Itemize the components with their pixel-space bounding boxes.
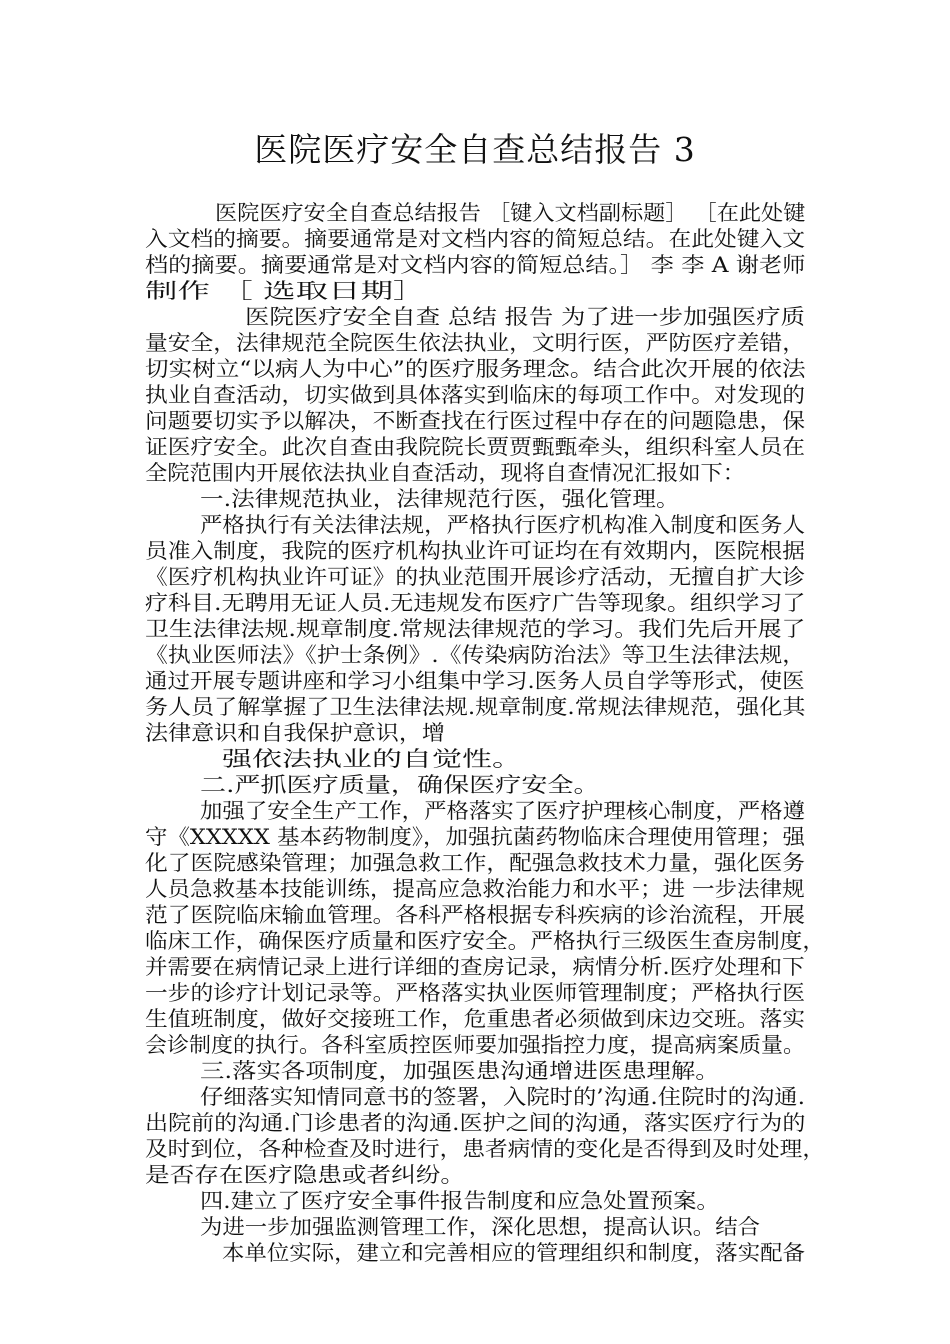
body-line: 强依法执业的自觉性。 xyxy=(222,747,522,771)
body-line: 医院医疗安全自查 总结 报告 为了进一步加强医疗质 xyxy=(245,305,806,329)
body-line: 执业自查活动，切实做到具体落实到临床的每项工作中。对发现的 xyxy=(145,383,805,407)
body-line: 一.法律规范执业，法律规范行医，强化管理。 xyxy=(200,487,680,511)
body-line: 为进一步加强监测管理工作，深化思想，提高认识。结合 xyxy=(200,1215,760,1239)
body-line: 疗科目.无聘用无证人员.无违规发布医疗广告等现象。组织学习了 xyxy=(145,591,806,615)
body-line: 入文档的摘要。摘要通常是对文档内容的简短总结。在此处键入文 xyxy=(145,227,805,251)
body-line: 四.建立了医疗安全事件报告制度和应急处置预案。 xyxy=(200,1189,720,1213)
body-line: 档的摘要。摘要通常是对文档内容的简短总结。］ 李 李 A 谢老师 xyxy=(145,253,806,277)
body-line: 三.落实各项制度，加强医患沟通增进医患理解。 xyxy=(200,1059,720,1083)
body-line: 法律意识和自我保护意识，增 xyxy=(145,721,445,745)
body-line: 通过开展专题讲座和学习小组集中学习.医务人员自学等形式，使医 xyxy=(145,669,805,693)
body-line: 量安全，法律规范全院医生依法执业，文明行医，严防医疗差错， xyxy=(145,331,805,355)
body-line: 员准入制度，我院的医疗机构执业许可证均在有效期内，医院根据 xyxy=(145,539,805,563)
body-line: 务人员了解掌握了卫生法律法规.规章制度.常规法律规范，强化其 xyxy=(145,695,806,719)
body-line: 仔细落实知情同意书的签署，入院时的’沟通.住院时的沟通. xyxy=(200,1085,806,1109)
body-line: 制作 ［ 选取日期］ xyxy=(145,279,426,303)
body-line: 是否存在医疗隐患或者纠纷。 xyxy=(145,1163,465,1187)
body-line: 本单位实际，建立和完善相应的管理组织和制度，落实配备 xyxy=(222,1241,805,1265)
body-line: 证医疗安全。此次自查由我院院长贾贾甄甄牵头，组织科室人员在 xyxy=(145,435,805,459)
body-line: 《执业医师法》《护士条例》.《传染病防治法》等卫生法律法规， xyxy=(145,643,806,667)
body-line: 医院医疗安全自查总结报告 ［键入文档副标题］ ［在此处键 xyxy=(215,201,806,225)
body-line: 严格执行有关法律法规，严格执行医疗机构准入制度和医务人 xyxy=(200,513,805,537)
body-line: 守《XXXXX 基本药物制度》，加强抗菌药物临床合理使用管理；强 xyxy=(145,825,805,849)
document-title: 医院医疗安全自查总结报告 3 xyxy=(254,130,696,169)
body-line: 问题要切实予以解决，不断查找在行医过程中存在的问题隐患，保 xyxy=(145,409,805,433)
body-line: 《医疗机构执业许可证》的执业范围开展诊疗活动，无擅自扩大诊 xyxy=(145,565,805,589)
body-line: 及时到位，各种检查及时进行，患者病情的变化是否得到及时处理， xyxy=(145,1137,826,1161)
body-line: 化了医院感染管理；加强急救工作，配强急救技术力量，强化医务 xyxy=(145,851,805,875)
body-line: 二.严抓医疗质量，确保医疗安全。 xyxy=(200,773,600,797)
body-line: 一步的诊疗计划记录等。严格落实执业医师管理制度；严格执行医 xyxy=(145,981,805,1005)
body-line: 并需要在病情记录上进行详细的查房记录，病情分析.医疗处理和下 xyxy=(145,955,805,979)
body-line: 卫生法律法规.规章制度.常规法律规范的学习。我们先后开展了 xyxy=(145,617,806,641)
body-line: 生值班制度，做好交接班工作，危重患者必须做到床边交班。落实 xyxy=(145,1007,805,1031)
body-line: 出院前的沟通.门诊患者的沟通.医护之间的沟通，落实医疗行为的 xyxy=(145,1111,806,1135)
body-line: 人员急救基本技能训练，提高应急救治能力和水平；进 一步法律规 xyxy=(145,877,805,901)
body-line: 会诊制度的执行。各科室质控医师要加强指控力度，提高病案质量。 xyxy=(145,1033,806,1057)
body-line: 全院范围内开展依法执业自查活动，现将自查情况汇报如下： xyxy=(145,461,745,485)
body-line: 范了医院临床输血管理。各科严格根据专科疾病的诊治流程，开展 xyxy=(145,903,805,927)
body-line: 切实树立“以病人为中心”的医疗服务理念。结合此次开展的依法 xyxy=(145,357,806,381)
body-line: 加强了安全生产工作，严格落实了医疗护理核心制度，严格遵 xyxy=(200,799,805,823)
body-line: 临床工作，确保医疗质量和医疗安全。严格执行三级医生查房制度， xyxy=(145,929,826,953)
